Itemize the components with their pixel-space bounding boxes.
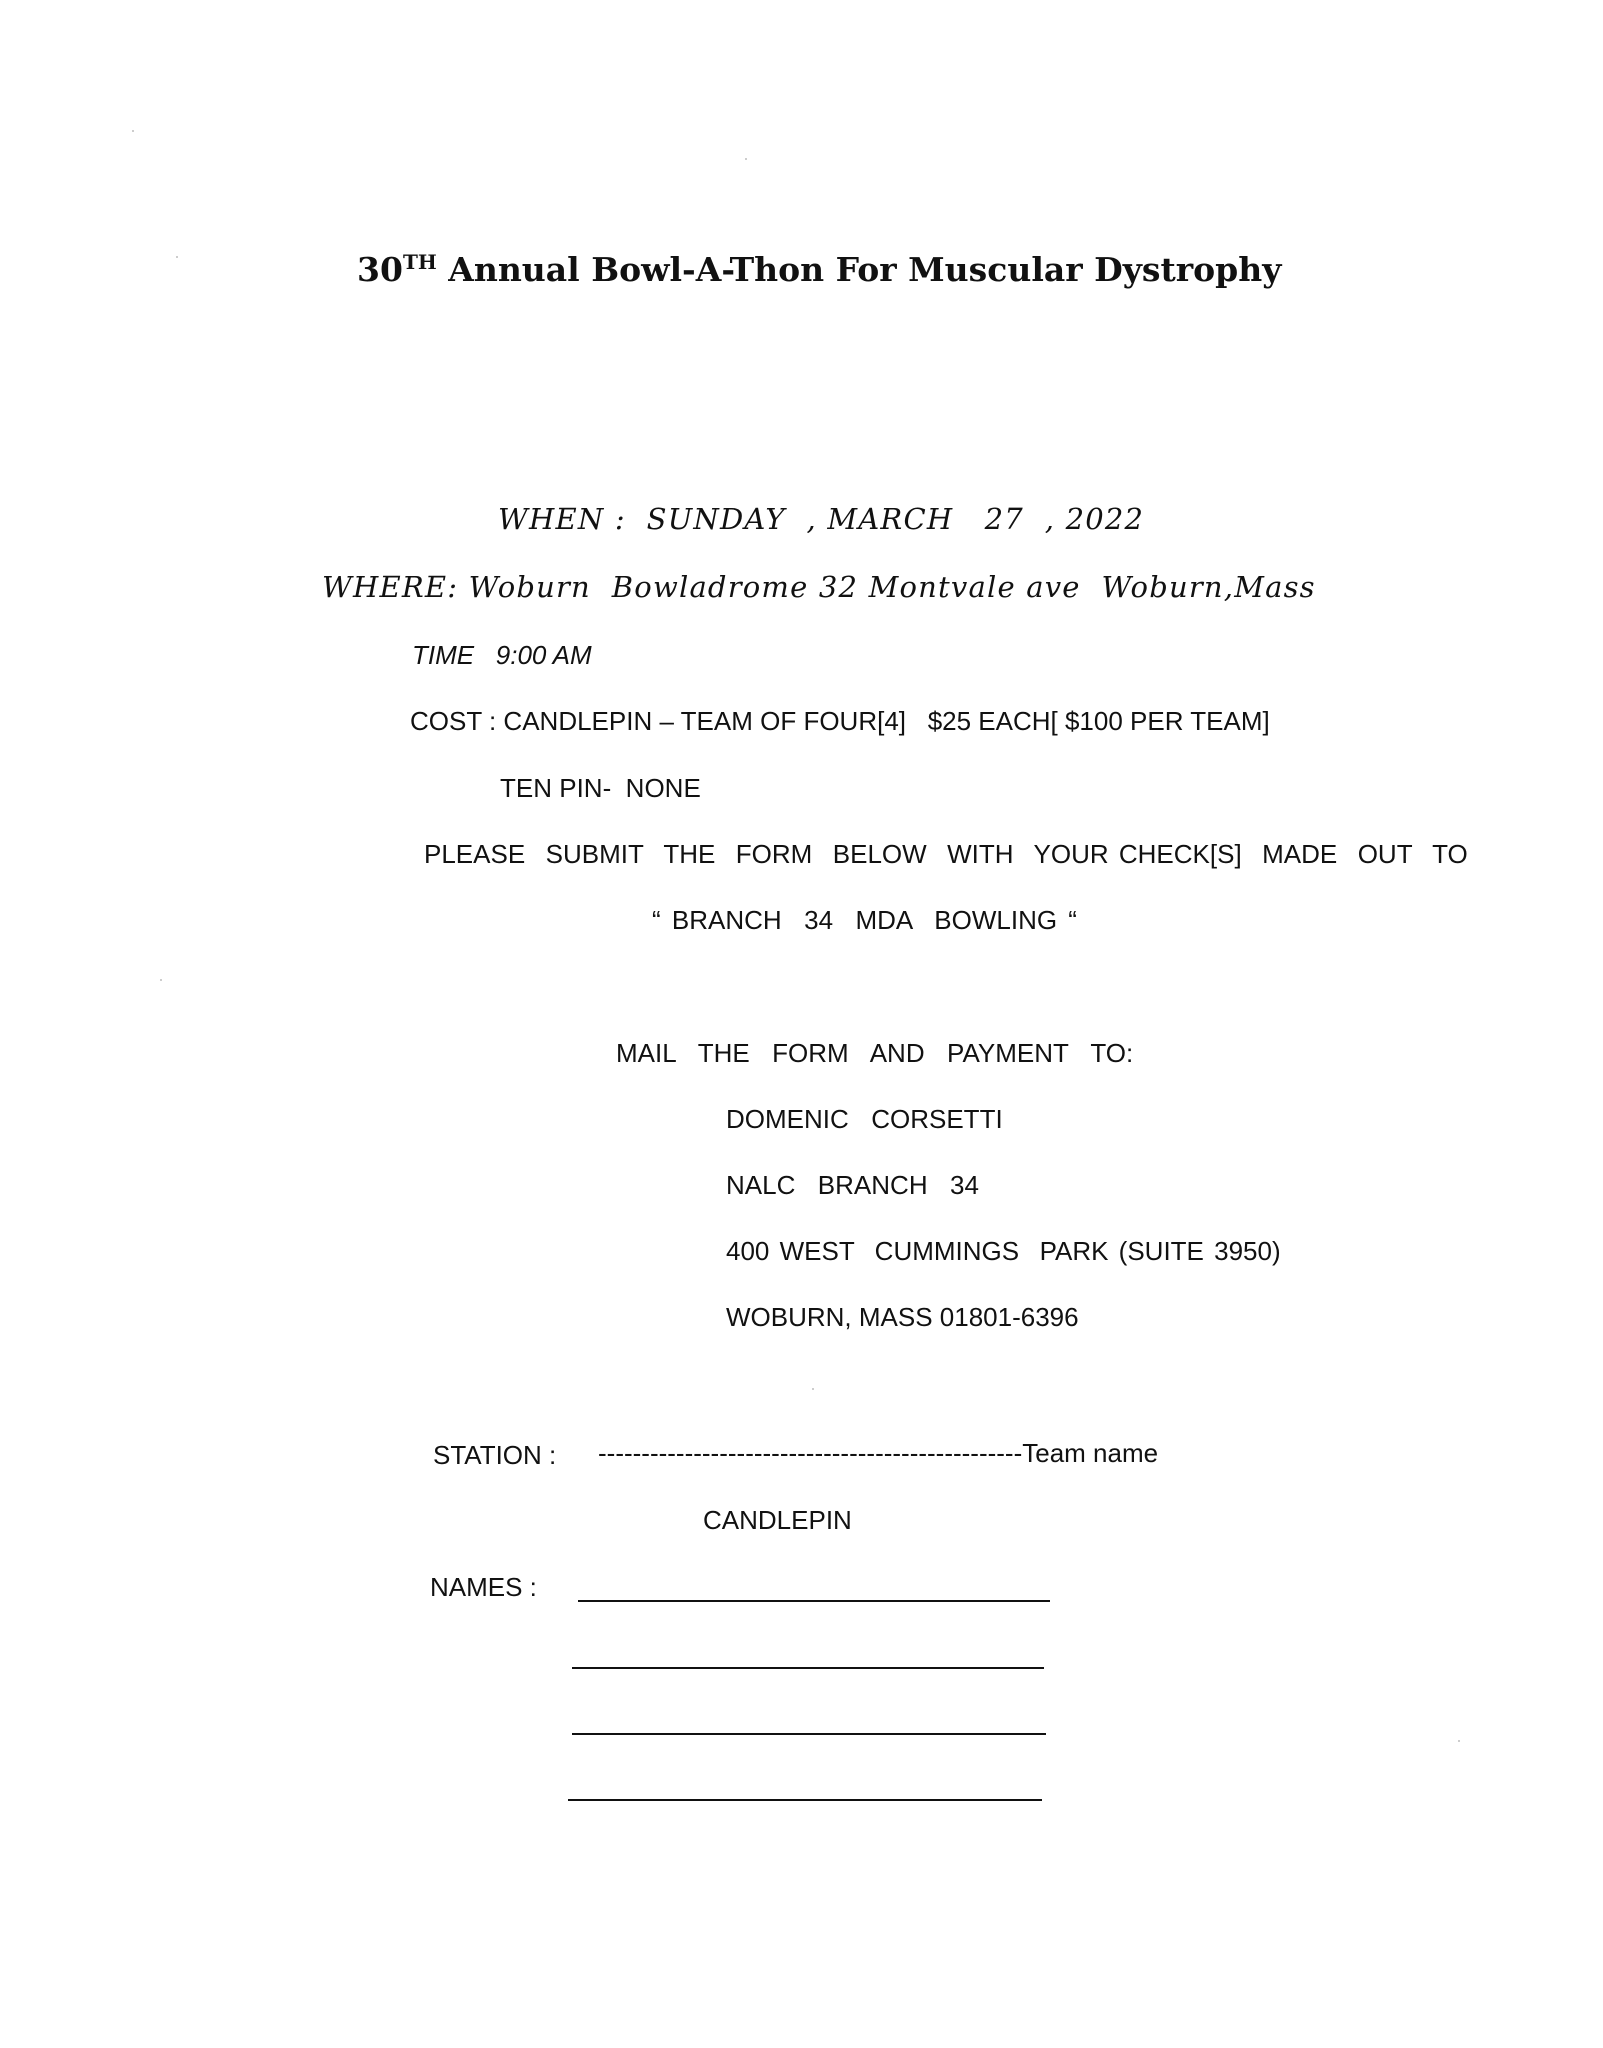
when-line: WHEN : SUNDAY , MARCH 27 , 2022 — [498, 502, 1145, 536]
station-label: STATION : — [433, 1440, 557, 1470]
scan-speck — [132, 130, 134, 132]
submit-instructions: PLEASE SUBMIT THE FORM BELOW WITH YOUR CHECK[S] MADE OUT TO — [424, 839, 1468, 869]
scan-speck — [1458, 1740, 1460, 1742]
ten-pin-line: TEN PIN- NONE — [500, 773, 701, 803]
team-name-field[interactable]: -------------------------------------------------Team name — [598, 1438, 1159, 1468]
title-suffix: TH — [402, 250, 437, 274]
payee-line: “ BRANCH 34 MDA BOWLING “ — [652, 905, 1077, 935]
cost-line: COST : CANDLEPIN – TEAM OF FOUR[4] $25 EACH[ $100 PER TEAM] — [410, 706, 1270, 736]
name-field-1[interactable] — [578, 1600, 1050, 1602]
scan-speck — [176, 256, 178, 258]
candlepin-label: CANDLEPIN — [703, 1505, 852, 1535]
mail-city-address: WOBURN, MASS 01801-6396 — [726, 1302, 1079, 1332]
page-title — [357, 250, 1281, 289]
mail-street-address: 400 WEST CUMMINGS PARK (SUITE 3950) — [726, 1236, 1281, 1266]
names-label: NAMES : — [430, 1572, 537, 1602]
time-line: TIME 9:00 AM — [412, 640, 592, 670]
scan-speck — [745, 158, 747, 160]
name-field-4[interactable] — [568, 1799, 1042, 1801]
name-field-3[interactable] — [572, 1733, 1046, 1735]
scan-speck — [812, 1388, 814, 1390]
mail-heading: MAIL THE FORM AND PAYMENT TO: — [616, 1038, 1134, 1068]
title-number: 30 — [357, 250, 403, 289]
mail-recipient-name: DOMENIC CORSETTI — [726, 1104, 1003, 1134]
title-text: Annual Bowl-A-Thon For Muscular Dystrophy — [448, 250, 1282, 289]
scan-speck — [160, 979, 162, 981]
mail-recipient-org: NALC BRANCH 34 — [726, 1170, 979, 1200]
where-line: WHERE: Woburn Bowladrome 32 Montvale ave Woburn,Mass — [322, 570, 1316, 604]
name-field-2[interactable] — [572, 1667, 1044, 1669]
